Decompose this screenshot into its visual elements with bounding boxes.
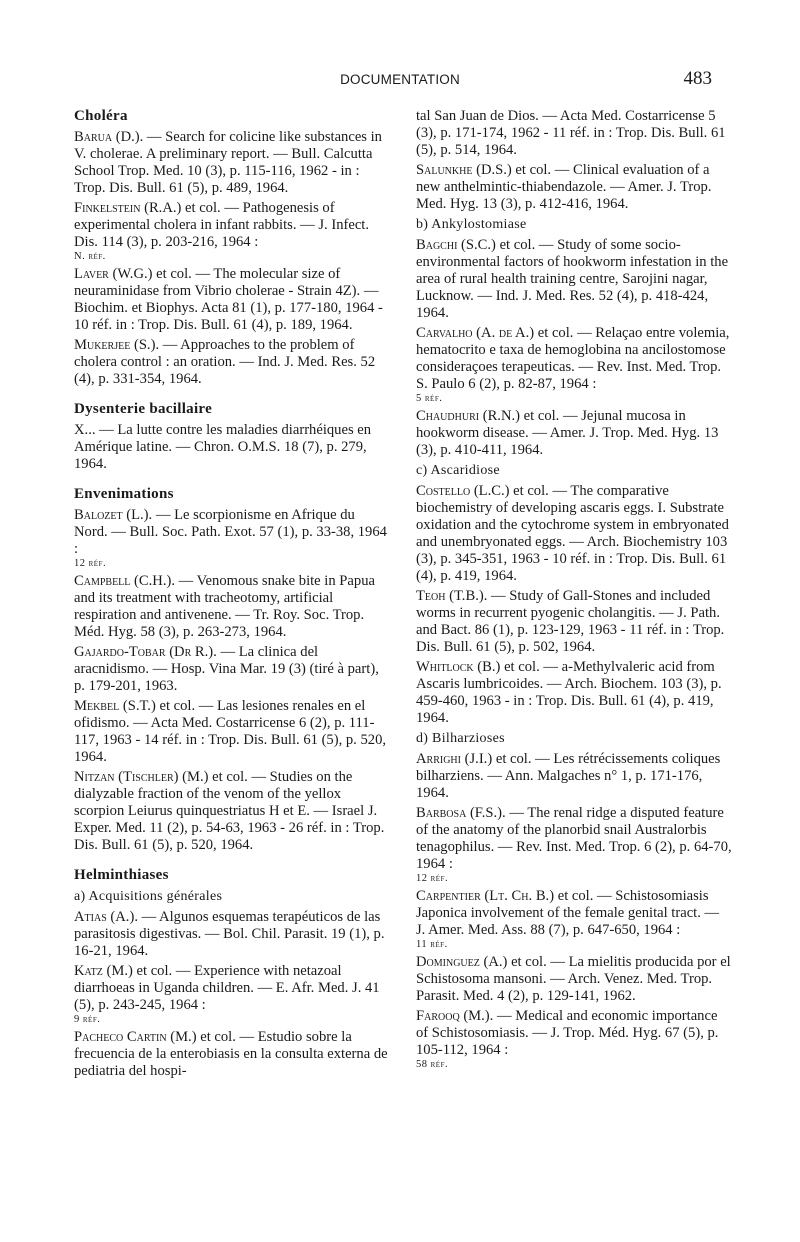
- entry-citation: et col. — Relaçao entre volemia, hematocrito e taxa de hemoglobina na ancilostomose consideraçoes terapeuticas. — Rev. Inst. Med. Trop. S. Paulo 6 (2), p. 82-87, 1964 :: [416, 325, 730, 392]
- entry-citation: — La clinica del aracnidismo. — Hosp. Vina Mar. 19 (3) (tiré à part), p. 179-201, 1963.: [74, 644, 379, 694]
- entry-author: Gajardo-Tobar (Dr R.).: [74, 644, 217, 660]
- bibliography-entry: [74, 507, 390, 570]
- bibliography-entry: [74, 573, 390, 641]
- bibliography-entry: [74, 200, 390, 263]
- entry-citation: — The renal ridge a disputed feature of the anatomy of the planorbid snail Australorbis tenagophilus. — Rev. Inst. Med. Trop. 6 (2), p. 64-70, 1964 :: [416, 805, 732, 872]
- entry-author: Laver (W.G.): [74, 266, 153, 282]
- entry-author: Dominguez (A.): [416, 954, 508, 970]
- right-column: [416, 108, 732, 1074]
- entry-author: Costello (L.C.): [416, 483, 510, 499]
- bibliography-entry: [416, 237, 732, 322]
- entry-reference-count: 58 réf.: [416, 1059, 449, 1070]
- entry-citation: et col. — La mielitis producida por el Schistosoma mansoni. — Arch. Venez. Med. Trop. Parasit. Med. 4 (2), p. 129-141, 1962.: [416, 954, 731, 1004]
- entry-reference-count: 12 réf.: [74, 558, 107, 569]
- entry-author: Pacheco Cartin (M.): [74, 1029, 197, 1045]
- bibliography-entry: [416, 325, 732, 405]
- bibliography-entry: [416, 162, 732, 213]
- bibliography-entry: [74, 266, 390, 334]
- entry-author: Bagchi (S.C.): [416, 237, 496, 253]
- entry-author: Salunkhe (D.S.): [416, 162, 512, 178]
- entry-author: Chaudhuri (R.N.): [416, 408, 521, 424]
- entry-author: Carvalho (A. de A.): [416, 325, 535, 341]
- entry-author: Nitzan (Tischler) (M.): [74, 769, 209, 785]
- bibliography-entry: [74, 337, 390, 388]
- entry-reference-count: 11 réf.: [416, 939, 448, 950]
- bibliography-entry: [416, 108, 732, 159]
- bibliography-entry: [74, 422, 390, 473]
- entry-author: Balozet (L.).: [74, 507, 153, 523]
- bibliography-entry: [74, 909, 390, 960]
- entry-citation: et col. — The comparative biochemistry of developing ascaris eggs. I. Substrate oxidation and the cytochrome system in embryonated and unembryonated eggs. — Arch. Biochemistry 103 (3), p. 345-351, 1963 - 10 réf. in : Trop. Dis. Bull. 61 (4), p. 419, 1964.: [416, 483, 729, 584]
- bibliography-entry: [416, 1008, 732, 1071]
- entry-author: X...: [74, 422, 96, 438]
- bibliography-entry: [416, 751, 732, 802]
- entry-author: Barbosa (F.S.).: [416, 805, 506, 821]
- page-number: 483: [683, 68, 712, 89]
- entry-author: Farooq (M.).: [416, 1008, 494, 1024]
- bibliography-entry: [416, 954, 732, 1005]
- spacer: [74, 476, 390, 486]
- entry-citation: — Algunos esquemas terapéuticos de las parasitosis digestivas. — Bol. Chil. Parasit. 19 (1), p. 16-21, 1964.: [74, 909, 385, 959]
- entry-citation: — Medical and economic importance of Schistosomiasis. — J. Trop. Méd. Hyg. 67 (5), p. 105-112, 1964 :: [416, 1008, 719, 1058]
- entry-citation: et col. — Jejunal mucosa in hookworm disease. — Amer. J. Trop. Med. Hyg. 13 (3), p. 410-411, 1964.: [416, 408, 719, 458]
- section-heading: Envenimations: [74, 486, 174, 502]
- section-heading: Helminthiases: [74, 867, 169, 883]
- bibliography-entry: [74, 1029, 390, 1080]
- entry-citation: tal San Juan de Dios. — Acta Med. Costarricense 5 (3), p. 171-174, 1962 - 11 réf. in : Trop. Dis. Bull. 61 (5), p. 514, 1964.: [416, 108, 726, 158]
- subsection-heading: b) Ankylostomiase: [416, 217, 527, 232]
- spacer: [74, 391, 390, 401]
- entry-citation: et col. — Las lesiones renales en el ofidismo. — Acta Med. Costarricense 6 (2), p. 111-117, 1963 - 14 réf. in : Trop. Dis. Bull. 61 (5), p. 520, 1964.: [74, 698, 387, 765]
- section-heading: Choléra: [74, 108, 128, 124]
- entry-citation: et col. — Clinical evaluation of a new anthelmintic-thiabendazole. — Amer. J. Trop. Med. Hyg. 13 (3), p. 412-416, 1964.: [416, 162, 712, 212]
- bibliography-entry: [416, 659, 732, 727]
- entry-author: Whitlock (B.): [416, 659, 501, 675]
- entry-author: Katz (M.): [74, 963, 133, 979]
- bibliography-entry: [416, 805, 732, 885]
- spacer: [74, 857, 390, 867]
- entry-citation: et col. — Estudio sobre la frecuencia de la enterobiasis en la consulta externa de pediatria del hospi-: [74, 1029, 388, 1079]
- entry-citation: — La lutte contre les maladies diarrhéiques en Amérique latine. — Chron. O.M.S. 18 (7), p. 279, 1964.: [74, 422, 372, 472]
- entry-author: Mekbel (S.T.): [74, 698, 156, 714]
- entry-citation: — Venomous snake bite in Papua and its treatment with tracheotomy, artificial respiration and antivenene. — Tr. Roy. Soc. Trop. Méd. Hyg. 58 (3), p. 263-273, 1964.: [74, 573, 375, 640]
- left-column: [74, 108, 390, 1083]
- entry-reference-count: 5 réf.: [416, 393, 443, 404]
- entry-author: Arrighi (J.I.): [416, 751, 493, 767]
- bibliography-entry: [416, 408, 732, 459]
- bibliography-entry: [416, 588, 732, 656]
- entry-author: Campbell (C.H.).: [74, 573, 175, 589]
- entry-author: Barua (D.).: [74, 129, 144, 145]
- entry-citation: et col. — Schistosomiasis Japonica involvement of the female genital tract. — J. Amer. Med. Ass. 88 (7), p. 647-650, 1964 :: [416, 888, 720, 938]
- bibliography-entry: [74, 129, 390, 197]
- entry-author: Carpentier (Lt. Ch. B.): [416, 888, 555, 904]
- subsection-heading: d) Bilharzioses: [416, 731, 505, 746]
- bibliography-entry: [74, 698, 390, 766]
- entry-author: Teoh (T.B.).: [416, 588, 488, 604]
- entry-author: Finkelstein (R.A.): [74, 200, 182, 216]
- entry-citation: et col. — Pathogenesis of experimental cholera in infant rabbits. — J. Infect. Dis. 114 (3), p. 203-216, 1964 :: [74, 200, 370, 250]
- entry-citation: — Study of Gall-Stones and included worms in recurrent pyogenic cholangitis. — J. Path. and Bact. 86 (1), p. 123-129, 1963 - 11 réf. in : Trop. Dis. Bull. 61 (5), p. 502, 1964.: [416, 588, 725, 655]
- entry-author: Atias (A.).: [74, 909, 138, 925]
- entry-citation: et col. — a-Methylvaleric acid from Ascaris lumbricoides. — Arch. Biochem. 103 (3), p. 459-460, 1963 - in : Trop. Dis. Bull. 61 (4), p. 419, 1964.: [416, 659, 722, 726]
- entry-reference-count: N. réf.: [74, 251, 106, 262]
- bibliography-entry: [74, 644, 390, 695]
- section-heading: Dysenterie bacillaire: [74, 401, 213, 417]
- entry-citation: — Search for colicine like substances in V. cholerae. A preliminary report. — Bull. Calcutta School Trop. Med. 10 (3), p. 115-116, 1962 - in : Trop. Dis. Bull. 61 (5), p. 489, 1964.: [74, 129, 382, 196]
- entry-citation: et col. — Experience with netazoal diarrhoeas in Uganda children. — E. Afr. Med. J. 41 (5), p. 243-245, 1964 :: [74, 963, 380, 1013]
- subsection-heading: a) Acquisitions générales: [74, 889, 223, 904]
- bibliography-entry: [416, 888, 732, 951]
- entry-citation: — Le scorpionisme en Afrique du Nord. — Bull. Soc. Path. Exot. 57 (1), p. 33-38, 1964 :: [74, 507, 387, 557]
- subsection-heading: c) Ascaridiose: [416, 463, 500, 478]
- bibliography-entry: [74, 963, 390, 1026]
- entry-citation: et col. — Les rétrécissements coliques bilharziens. — Ann. Malgaches n° 1, p. 171-176, 1964.: [416, 751, 721, 801]
- bibliography-entry: [416, 483, 732, 585]
- entry-citation: et col. — Study of some socio-environmental factors of hookworm infestation in the area of rural health training centre, Sarojini nagar, Lucknow. — Ind. J. Med. Res. 52 (4), p. 418-424, 1964.: [416, 237, 729, 321]
- bibliography-entry: [74, 769, 390, 854]
- page-header: [0, 68, 800, 94]
- entry-citation: — Approaches to the problem of cholera control : an oration. — Ind. J. Med. Res. 52 (4), p. 331-354, 1964.: [74, 337, 376, 387]
- entry-author: Mukerjee (S.).: [74, 337, 160, 353]
- entry-citation: et col. — The molecular size of neuraminidase from Vibrio cholerae - Strain 4Z). — Biochim. et Biophys. Acta 81 (1), p. 177-180, 1964 - 10 réf. in : Trop. Dis. Bull. 61 (4), p. 189, 1964.: [74, 266, 383, 333]
- entry-citation: et col. — Studies on the dialyzable fraction of the venom of the yellox scorpion Leiurus quinquestriatus H et E. — Israel J. Exper. Med. 11 (2), p. 54-63, 1963 - 26 réf. in : Trop. Dis. Bull. 61 (5), p. 520, 1964.: [74, 769, 385, 853]
- entry-reference-count: 12 réf.: [416, 873, 449, 884]
- entry-reference-count: 9 réf.: [74, 1014, 101, 1025]
- running-title: DOCUMENTATION: [340, 72, 460, 87]
